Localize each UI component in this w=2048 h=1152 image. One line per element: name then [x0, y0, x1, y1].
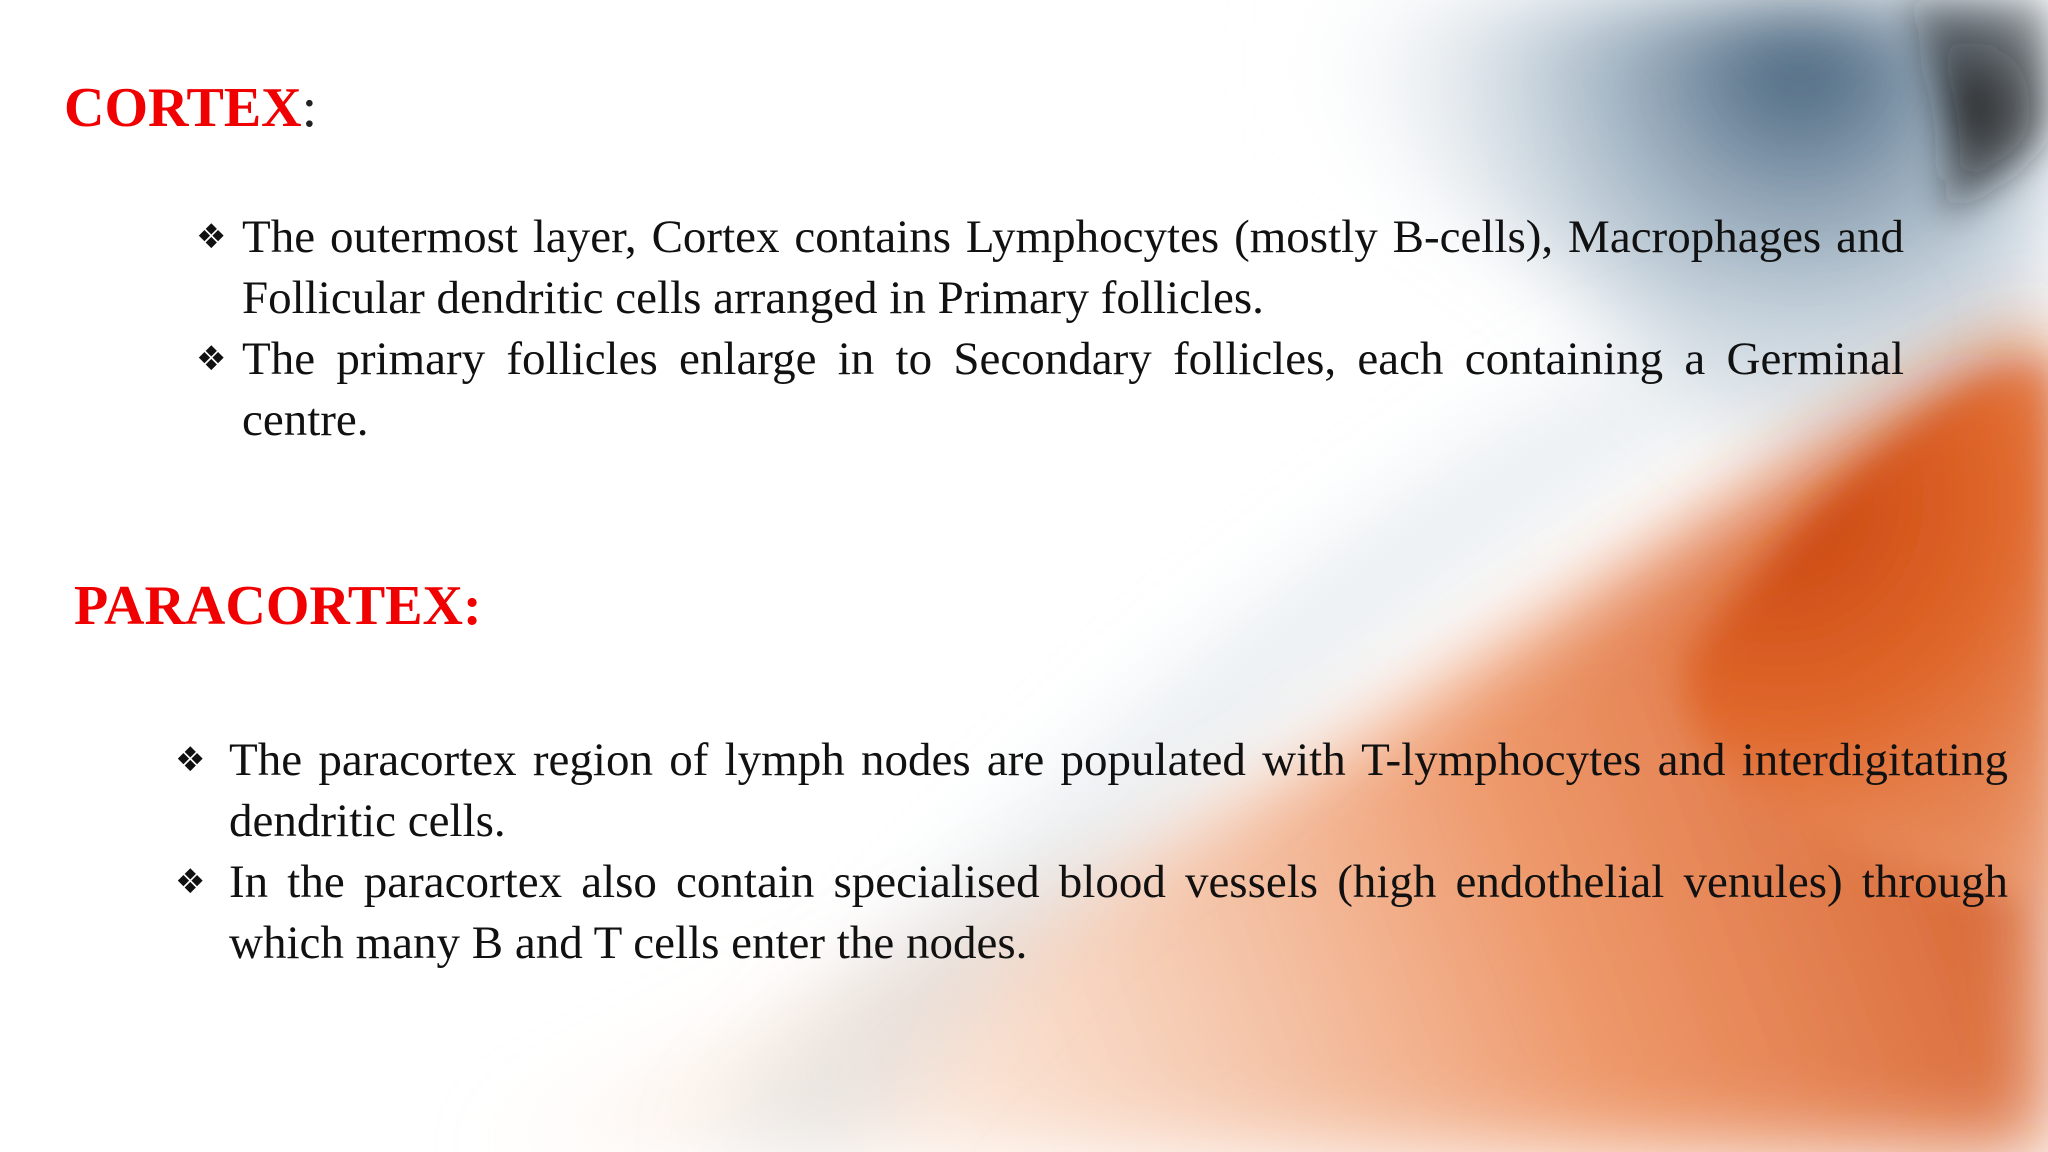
- list-item: [196, 329, 1904, 451]
- list-item: [196, 207, 1904, 329]
- cortex-heading-colon: :: [301, 77, 318, 139]
- paracortex-bullet-text-1: The paracortex region of lymph nodes are populated with T-lymphocytes and interdigitating dendritic cells.: [229, 734, 2008, 847]
- diamond-bullet-icon: ❖: [175, 740, 206, 780]
- cortex-bullet-list: [196, 207, 1904, 451]
- cortex-bullet-text-1: The outermost layer, Cortex contains Lymphocytes (mostly B-cells), Macrophages and Follicular dendritic cells arranged in Primary follicles.: [242, 211, 1904, 324]
- diamond-bullet-icon: ❖: [196, 339, 227, 379]
- paracortex-bullet-text-2: In the paracortex also contain specialised blood vessels (high endothelial venules) through which many B and T cells enter the nodes.: [229, 856, 2008, 969]
- list-item: [175, 852, 2008, 974]
- paracortex-bullet-list: [175, 730, 2008, 974]
- diamond-bullet-icon: ❖: [175, 862, 206, 902]
- list-item: [175, 730, 2008, 852]
- cortex-heading: [64, 77, 318, 139]
- diamond-bullet-icon: ❖: [196, 217, 227, 257]
- cortex-bullet-text-2: The primary follicles enlarge in to Secondary follicles, each containing a Germinal centre.: [242, 333, 1904, 446]
- cortex-heading-text: CORTEX: [64, 77, 302, 139]
- paracortex-heading: PARACORTEX:: [74, 575, 482, 637]
